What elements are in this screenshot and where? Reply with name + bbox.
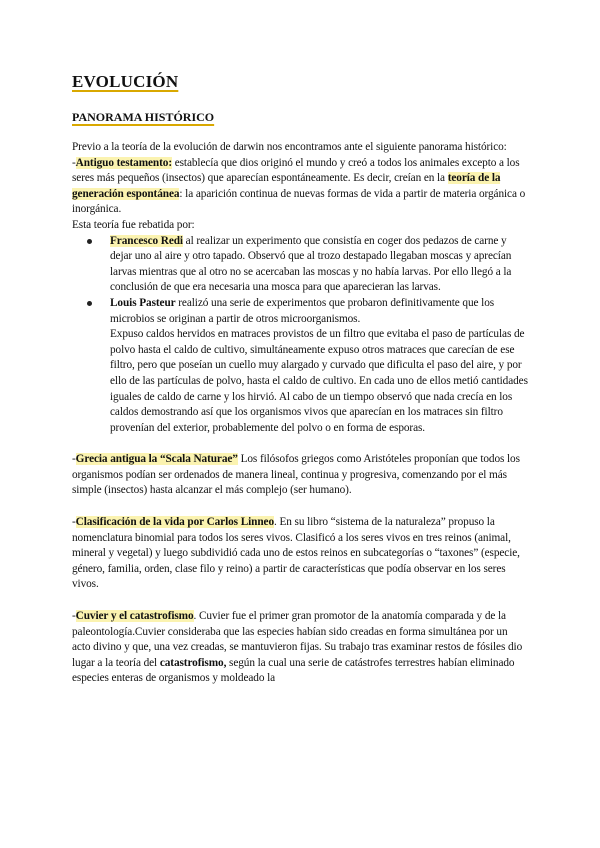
list-item-redi: Francesco Redi al realizar un experimento que consistía en coger dos pedazos de carne y dejar uno al aire y otro tapado. Observó que al trozo destapado llegaban moscas y aprecían larvas mientras que al otro no se acercaban las moscas y no había larvas. Por ello llegó a la conclusión de que era necesaria una mosca para que aparecieran las larvas. bbox=[72, 234, 528, 296]
paragraph-cuvier: -Cuvier y el catastrofismo. Cuvier fue el primer gran promotor de la anatomía comparada y de la paleontología.Cuvier consideraba que las especies habían sido creadas en forma simultánea por un acto divino y que, una vez creadas, se mantuvieron fijas. Su trabajo tras examinar restos de fósiles dio lugar a la teoría del catastrofismo, según la cual una serie de catástrofes terrestres habían eliminado especies enteras de organismos y moldeado la bbox=[72, 610, 523, 685]
paragraph-linneo: -Clasificación de la vida por Carlos Linneo. En su libro “sistema de la naturaleza” propuso la nomenclatura binomial para todos los seres vivos. Clasificó a los seres vivos en tres reinos (animal, mineral y vegetal) y luego subdividió cada uno de estos reinos en subcategorías o “taxones” (especie, género, familia, orden, clase filo y reino) a partir de características que podía observar en los seres vivos. bbox=[72, 516, 520, 591]
pasteur-experiment-text: Expuso caldos hervidos en matraces provistos de un filtro que evitaba el paso de partículas de polvo hasta el caldo de cultivo, simultáneamente expuso otros matraces que carecían de ese filtro, pero que poseían un cuello muy alargado y curvado que dificulta el paso del aire, y por ello de las partículas de polvo, hasta el caldo de cultivo. En cada uno de ellos metió cantidades iguales de caldo de carne y los hirvió. Al cabo de un tiempo observó que nada crecía en los caldos demostrando así que los organismos vivos que aparecían en los matraces sin filtro provenían del exterior, probablemente del polvo o en forma de esporas. bbox=[110, 328, 528, 434]
bullet-icon bbox=[87, 301, 92, 306]
generacion-espontanea-term: teoría de la generación espontánea bbox=[72, 172, 501, 200]
bullet-icon bbox=[87, 239, 92, 244]
document-body bbox=[72, 140, 528, 687]
antiguo-testamento-heading: Antiguo testamento: bbox=[75, 156, 172, 169]
paragraph-antiguo-testamento: -Antiguo testamento: establecía que dios originó el mundo y creó a todos los animales excepto a los seres más pequeños (insectos) que aparecían espontáneamente. Es decir, creían en la teoría de la generación espontánea: la aparición continua de nuevas formas de vida a partir de materia orgánica o inorgánica. bbox=[72, 156, 526, 216]
paragraph-grecia: -Grecia antigua la “Scala Naturae” Los filósofos griegos como Aristóteles proponían que todos los organismos podían ser ordenados de manera lineal, continua y progresiva, comenzando por el más simple (insectos) hasta alcanzar el más complejo (ser humano). bbox=[72, 453, 520, 497]
rebatida-line: Esta teoría fue rebatida por: bbox=[72, 218, 195, 231]
document-title: EVOLUCIÓN bbox=[72, 72, 179, 91]
list-item-pasteur: Louis Pasteur realizó una serie de experimentos que probaron definitivamente que los microbios se originan a partir de otros microorganismos. Expuso caldos hervidos en matraces provistos de un filtro que evitaba el paso de partículas de polvo hasta el caldo de cultivo, simultáneamente expuso otros matraces que carecían de ese filtro, pero que poseían un cuello muy alargado y curvado que dificulta el paso del aire, y por ello de las partículas de polvo, hasta el caldo de cultivo. En cada uno de ellos metió cantidades iguales de caldo de carne y los hirvió. Al cabo de un tiempo observó que nada crecía en los caldos demostrando así que los organismos vivos que aparecían en los matraces sin filtro provenían del exterior, probablemente del polvo o en forma de esporas. bbox=[72, 296, 528, 436]
grecia-heading: Grecia antigua la “Scala Naturae” bbox=[75, 453, 238, 466]
redi-name: Francesco Redi bbox=[110, 234, 183, 247]
pasteur-name: Louis Pasteur bbox=[110, 296, 176, 309]
scientist-list bbox=[72, 234, 528, 437]
linneo-heading: Clasificación de la vida por Carlos Linneo bbox=[75, 516, 274, 529]
cuvier-heading: Cuvier y el catastrofismo bbox=[75, 610, 194, 623]
intro-paragraph: Previo a la teoría de la evolución de darwin nos encontramos ante el siguiente panorama histórico: bbox=[72, 141, 507, 153]
catastrofismo-term: catastrofismo, bbox=[159, 656, 227, 669]
section-heading: PANORAMA HISTÓRICO bbox=[72, 110, 215, 124]
